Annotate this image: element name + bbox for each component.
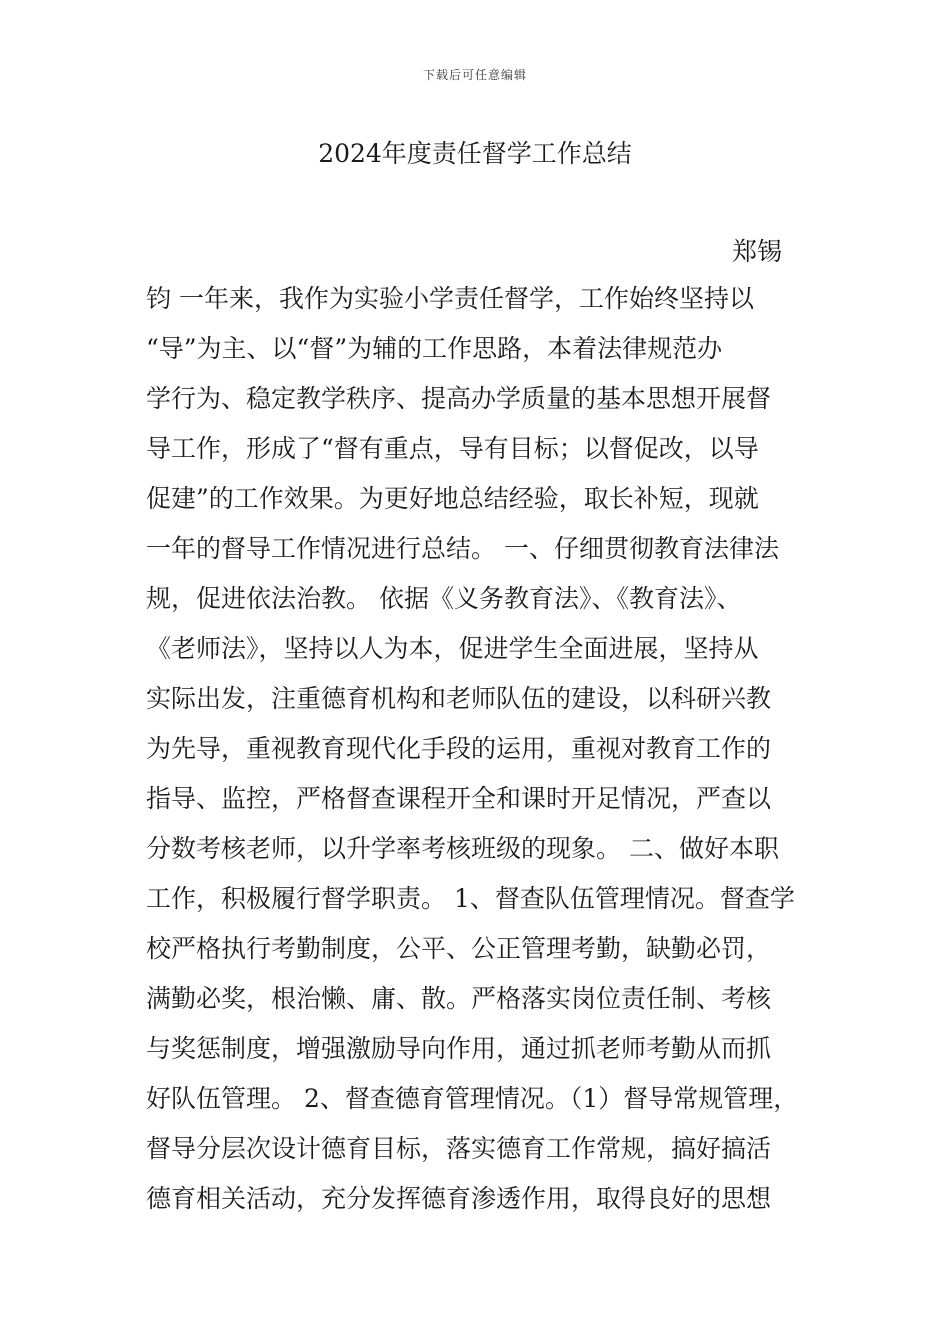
body-line: 满勤必奖，根治懒、庸、散。严格落实岗位责任制、考核 [146, 984, 772, 1013]
body-line: 好队伍管理。 2、督查德育管理情况。（1）督导常规管理， [146, 1084, 799, 1113]
body-line: 督导分层次设计德育目标，落实德育工作常规，搞好搞活 [146, 1134, 772, 1163]
body-line: 为先导，重视教育现代化手段的运用，重视对教育工作的 [146, 734, 772, 763]
body-line: “导”为主、以“督”为辅的工作思路，本着法律规范办 [146, 334, 723, 363]
body-line: 导工作，形成了“督有重点，导有目标；以督促改，以导 [146, 434, 759, 463]
body-line: 指导、监控，严格督查课程开全和课时开足情况，严查以 [146, 784, 772, 813]
body-line: 规，促进依法治教。 依据《义务教育法》、《教育法》、 [146, 584, 742, 613]
body-line: 与奖惩制度，增强激励导向作用，通过抓老师考勤从而抓 [146, 1034, 772, 1063]
document-title: 2024年度责任督学工作总结 [318, 139, 632, 168]
body-line: 钧 一年来，我作为实验小学责任督学，工作始终坚持以 [146, 284, 754, 313]
body-text [146, 274, 810, 1224]
body-line: 校严格执行考勤制度，公平、公正管理考勤，缺勤必罚， [146, 934, 772, 963]
body-line: 德育相关活动，充分发挥德育渗透作用，取得良好的思想 [146, 1184, 772, 1213]
body-line: 《老师法》，坚持以人为本，促进学生全面进展，坚持从 [146, 634, 759, 663]
body-line: 促建”的工作效果。为更好地总结经验，取长补短，现就 [146, 484, 759, 513]
body-line: 实际出发，注重德育机构和老师队伍的建设，以科研兴教 [146, 684, 772, 713]
body-line: 工作，积极履行督学职责。 1、督查队伍管理情况。督查学 [146, 884, 795, 913]
body-line: 一年的督导工作情况进行总结。 一、仔细贯彻教育法律法 [146, 534, 779, 563]
header-note: 下载后可任意编辑 [422, 68, 527, 82]
body-line: 学行为、稳定教学秩序、提高办学质量的基本思想开展督 [146, 384, 772, 413]
body-line: 分数考核老师，以升学率考核班级的现象。 二、做好本职 [146, 834, 779, 863]
author-name: 郑锡 [731, 237, 782, 266]
